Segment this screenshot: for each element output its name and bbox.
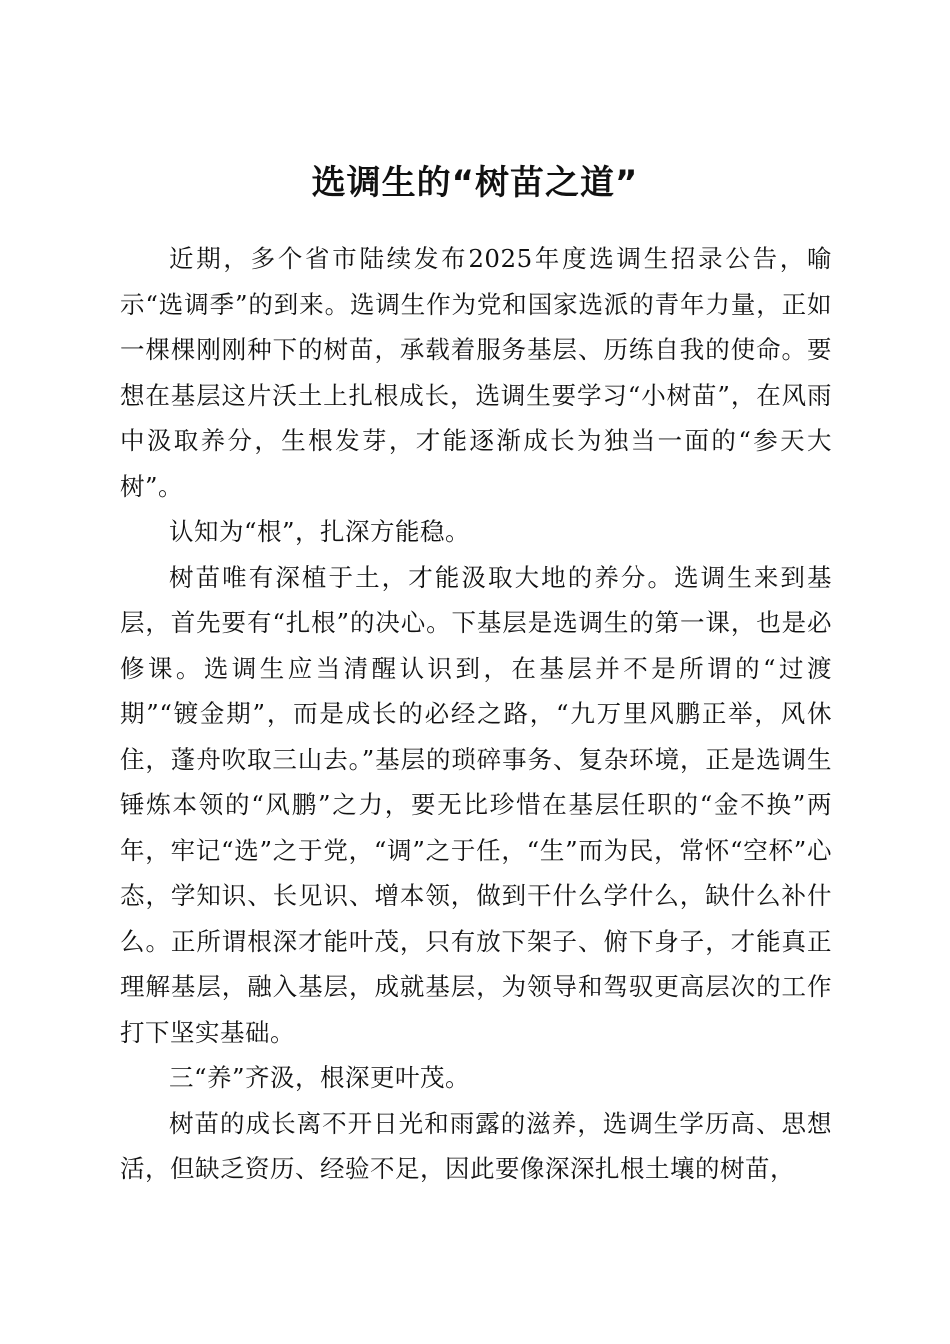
paragraph-root: 树苗唯有深植于土，才能汲取大地的养分。选调生来到基层，首先要有“扎根”的决心。下基层是选调生的第一课，也是必修课。选调生应当清醒认识到，在基层并不是所谓的“过渡期”“镀金期”，而是成长的必经之路，“九万里风鹏正举，风休住，蓬舟吹取三山去。”基层的琐碎事务、复杂环境，正是选调生锤炼本领的“风鹏”之力，要无比珍惜在基层任职的“金不换”两年，牢记“选”之于党，“调”之于任，“生”而为民，常怀“空杯”心态，学知识、长见识、增本领，做到干什么学什么，缺什么补什么。正所谓根深才能叶茂，只有放下架子、俯下身子，才能真正理解基层，融入基层，成就基层，为领导和驾驭更高层次的工作打下坚实基础。	[120, 562, 832, 1047]
paragraph-intro: 近期，多个省市陆续发布2025年度选调生招录公告，喻示“选调季”的到来。选调生作为党和国家选派的青年力量，正如一棵棵刚刚种下的树苗，承载着服务基层、历练自我的使命。要想在基层这片沃土上扎根成长，选调生要学习“小树苗”，在风雨中汲取养分，生根发芽，才能逐渐成长为独当一面的“参天大树”。	[120, 244, 832, 501]
section-heading-root: 认知为“根”，扎深方能稳。	[169, 517, 471, 546]
paragraph-nourish: 树苗的成长离不开日光和雨露的滋养，选调生学历高、思想活，但缺乏资历、经验不足，因此要像深深扎根土壤的树苗，	[120, 1108, 832, 1183]
section-heading-nourish: 三“养”齐汲，根深更叶茂。	[169, 1063, 471, 1092]
document-body	[120, 236, 832, 1192]
document-title: 选调生的“树苗之道”	[311, 162, 639, 203]
